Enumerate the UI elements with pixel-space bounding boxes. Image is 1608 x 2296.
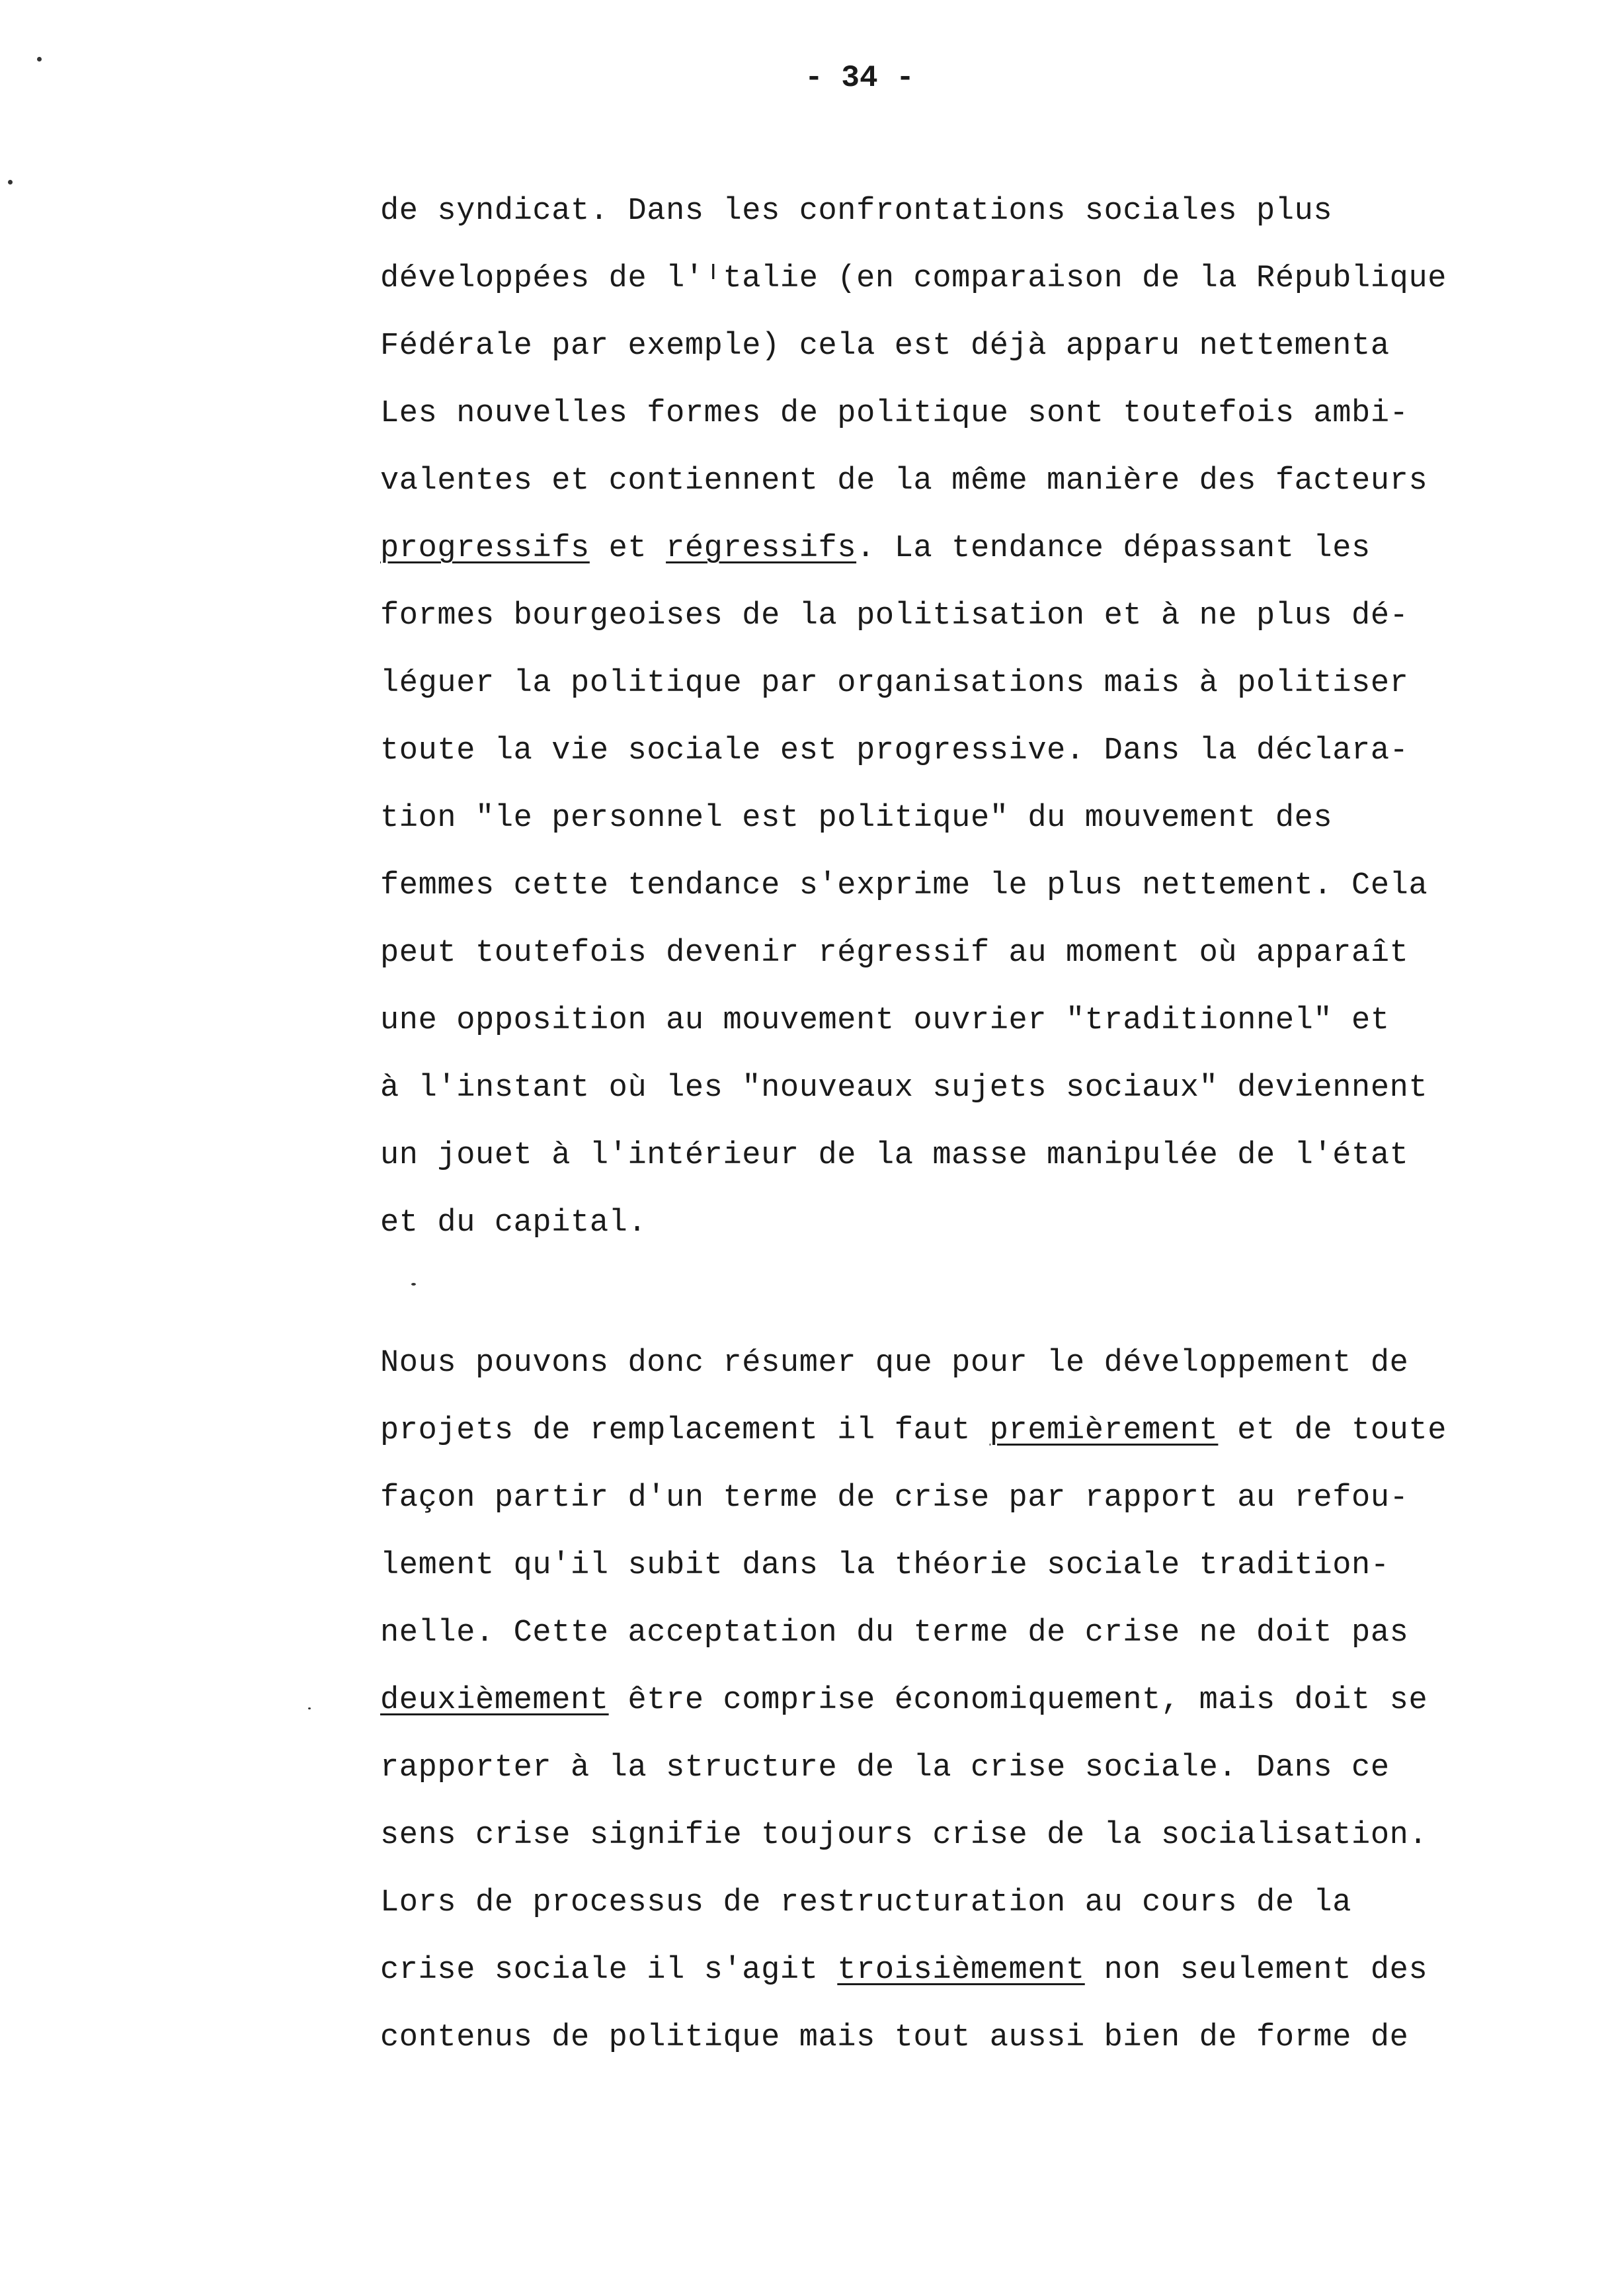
text-line: peut toutefois devenir régressif au moment où apparaît: [380, 936, 1409, 971]
text-line: crise sociale il s'agit troisièmement non seulement des: [380, 1953, 1428, 1988]
page-number: - 34 -: [805, 61, 914, 95]
underlined-word: régressifs: [666, 531, 857, 566]
text-line: deuxièmement être comprise économiquement, mais doit se: [380, 1683, 1428, 1718]
text-line: une opposition au mouvement ouvrier "traditionnel" et: [380, 1003, 1390, 1038]
text-line: de syndicat. Dans les confrontations sociales plus: [380, 194, 1333, 229]
text-line: projets de remplacement il faut premièrement et de toute: [380, 1413, 1447, 1448]
scan-speck: [8, 180, 13, 184]
text-line: formes bourgeoises de la politisation et à ne plus dé-: [380, 598, 1409, 634]
text-line: rapporter à la structure de la crise sociale. Dans ce: [380, 1750, 1390, 1785]
text-line: et du capital.: [380, 1206, 647, 1241]
text-line: Les nouvelles formes de politique sont toutefois ambi-: [380, 396, 1409, 431]
text-line: Lors de processus de restructuration au cours de la: [380, 1885, 1352, 1920]
scan-speck: [37, 57, 42, 62]
text-line: femmes cette tendance s'exprime le plus nettement. Cela: [380, 868, 1428, 903]
text-line: toute la vie sociale est progressive. Dans la déclara-: [380, 733, 1409, 768]
text-line: léguer la politique par organisations mais à politiser: [380, 666, 1409, 701]
text-line: façon partir d'un terme de crise par rapport au refou-: [380, 1481, 1409, 1516]
text-line: sens crise signifie toujours crise de la socialisation.: [380, 1818, 1428, 1853]
text-line: nelle. Cette acceptation du terme de crise ne doit pas: [380, 1616, 1409, 1651]
scan-speck: [308, 1707, 311, 1709]
text-line: à l'instant où les "nouveaux sujets sociaux" deviennent: [380, 1071, 1428, 1106]
text-line: tion "le personnel est politique" du mouvement des: [380, 801, 1333, 836]
text-line: contenus de politique mais tout aussi bien de forme de: [380, 2020, 1409, 2055]
text-line: Fédérale par exemple) cela est déjà apparu nettementa: [380, 329, 1390, 364]
text-line: valentes et contiennent de la même manière des facteurs: [380, 464, 1428, 499]
text-line: progressifs et régressifs. La tendance dépassant les: [380, 531, 1371, 566]
text-line: un jouet à l'intérieur de la masse manipulée de l'état: [380, 1138, 1409, 1173]
text-line: développées de l'ᴵtalie (en comparaison de la République: [380, 261, 1447, 296]
text-line: lement qu'il subit dans la théorie sociale tradition-: [380, 1548, 1390, 1583]
text-line: Nous pouvons donc résumer que pour le développement de: [380, 1346, 1409, 1381]
underlined-word: progressifs: [380, 531, 590, 566]
underlined-word: premièrement: [989, 1413, 1219, 1448]
underlined-word: deuxièmement: [380, 1683, 609, 1718]
underlined-word: troisièmement: [837, 1953, 1085, 1988]
scan-speck: [411, 1283, 416, 1286]
